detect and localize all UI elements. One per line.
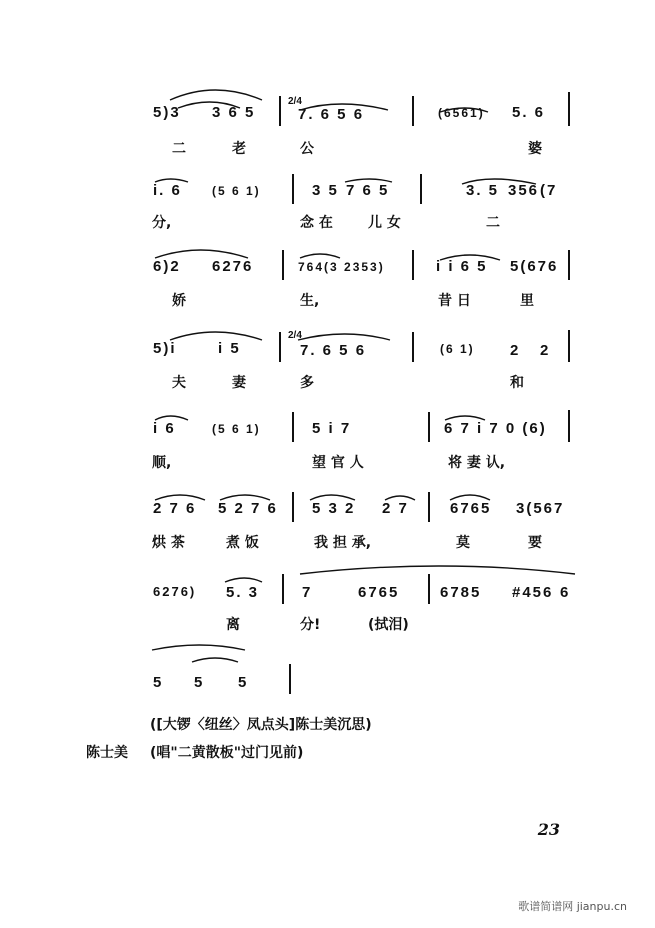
- system-5-notes-a: i 6: [153, 420, 176, 437]
- system-4-notes-f: 2: [540, 342, 551, 359]
- barline: [282, 574, 284, 604]
- site-watermark: 歌谱简谱网 jianpu.cn: [518, 900, 627, 913]
- lyric: 婆: [528, 141, 542, 157]
- system-5-notes-d: 6 7 i 7 0 (6): [444, 420, 547, 437]
- barline: [568, 92, 570, 126]
- system-2-notes-c: 3 5: [312, 182, 339, 199]
- lyric: 多: [300, 375, 314, 391]
- time-signature: 2/4: [288, 96, 302, 107]
- lyric: 莫: [456, 535, 470, 551]
- lyric: 二: [172, 141, 186, 157]
- system-8-notes-b: 5: [194, 674, 205, 691]
- lyric: 分!: [300, 617, 321, 633]
- barline: [412, 96, 414, 126]
- system-1-notes-a: 5)3: [153, 104, 181, 121]
- lyric: 娇: [172, 293, 186, 309]
- system-6-notes-a: 2 7 6: [153, 500, 197, 517]
- system-7-notes-f: #456: [512, 584, 554, 601]
- system-5-notes-b: (5 6 1): [212, 422, 261, 436]
- system-7-notes-g: 6: [560, 584, 571, 601]
- system-2-notes-f: 356: [508, 182, 540, 199]
- system-5-notes-c: 5 i 7: [312, 420, 352, 437]
- barline: [412, 250, 414, 280]
- lyric: 分,: [152, 215, 172, 231]
- system-8-notes-a: 5: [153, 674, 164, 691]
- barline: [292, 412, 294, 442]
- system-3-notes-b: 6276: [212, 258, 254, 275]
- lyric: 老: [232, 141, 246, 157]
- system-3-notes-c: 764(3 2353): [298, 260, 385, 274]
- system-6-notes-c: 5 3 2: [312, 500, 356, 517]
- system-7-notes-e: 6785: [440, 584, 482, 601]
- character-name: 陈士美: [86, 745, 128, 761]
- lyric: (拭泪): [368, 617, 409, 633]
- system-3-notes-e: 5(676: [510, 258, 559, 275]
- system-6-notes-b: 5 2 7 6: [218, 500, 278, 517]
- barline: [412, 332, 414, 362]
- barline: [428, 412, 430, 442]
- barline: [420, 174, 422, 204]
- system-7-notes-a: 6276): [153, 584, 197, 599]
- lyric: 顺,: [152, 455, 172, 471]
- system-4-notes-d: (6 1): [440, 342, 475, 356]
- page-number: 23: [537, 820, 560, 839]
- system-2-notes-d: 7 6 5: [346, 182, 390, 199]
- barline: [568, 330, 570, 362]
- stage-direction: ([大锣〈纽丝〉凤点头]陈士美沉思): [150, 717, 372, 733]
- barline: [282, 250, 284, 280]
- barline: [568, 410, 570, 442]
- lyric: 和: [510, 375, 524, 391]
- time-signature: 2/4: [288, 330, 302, 341]
- lyric: 将 妻 认,: [448, 455, 506, 471]
- lyric: 公: [300, 141, 314, 157]
- lyric: 我 担 承,: [314, 535, 372, 551]
- system-7-notes-c: 7: [302, 584, 313, 601]
- barline: [428, 574, 430, 604]
- barline: [289, 664, 291, 694]
- system-1-notes-e: 5. 6: [512, 104, 546, 121]
- lyric: 要: [528, 535, 542, 551]
- system-4-notes-b: i 5: [218, 340, 241, 357]
- system-2-notes-g: (7: [540, 182, 558, 199]
- system-6-notes-d: 2 7: [382, 500, 409, 517]
- barline: [292, 174, 294, 204]
- lyric: 望 官 人: [312, 455, 364, 471]
- lyric: 生,: [300, 293, 320, 309]
- system-6-notes-f: 3(567: [516, 500, 565, 517]
- lyric: 离: [226, 617, 240, 633]
- system-6-notes-e: 6765: [450, 500, 492, 517]
- system-3-notes-d: i i 6 5: [436, 258, 488, 275]
- system-1-notes-b: 3 6 5: [212, 104, 256, 121]
- system-2-notes-a: i. 6: [153, 182, 182, 199]
- system-4-notes-c: 7. 6 5 6: [300, 342, 367, 359]
- system-4-notes-e: 2: [510, 342, 521, 359]
- system-7-notes-d: 6765: [358, 584, 400, 601]
- lyric: 夫: [172, 375, 186, 391]
- system-1-notes-d: (6561): [438, 106, 485, 120]
- character-direction: (唱"二黄散板"过门见前): [150, 745, 304, 761]
- lyric: 昔 日: [438, 293, 471, 309]
- system-3-notes-a: 6)2: [153, 258, 181, 275]
- system-4-notes-a: 5)i: [153, 340, 177, 357]
- barline: [279, 96, 281, 126]
- system-8-notes-c: 5: [238, 674, 249, 691]
- lyric: 里: [520, 293, 534, 309]
- barline: [428, 492, 430, 522]
- barline: [568, 250, 570, 280]
- lyric: 二: [486, 215, 500, 231]
- barline: [279, 332, 281, 362]
- lyric: 煮 饭: [226, 535, 259, 551]
- lyric: 念 在: [300, 215, 333, 231]
- system-7-notes-b: 5. 3: [226, 584, 260, 601]
- lyric: 儿 女: [368, 215, 401, 231]
- system-2-notes-b: (5 6 1): [212, 184, 261, 198]
- lyric: 烘 茶: [152, 535, 185, 551]
- system-1-notes-c: 7. 6 5 6: [298, 106, 365, 123]
- lyric: 妻: [232, 375, 246, 391]
- system-2-notes-e: 3. 5: [466, 182, 500, 199]
- barline: [292, 492, 294, 522]
